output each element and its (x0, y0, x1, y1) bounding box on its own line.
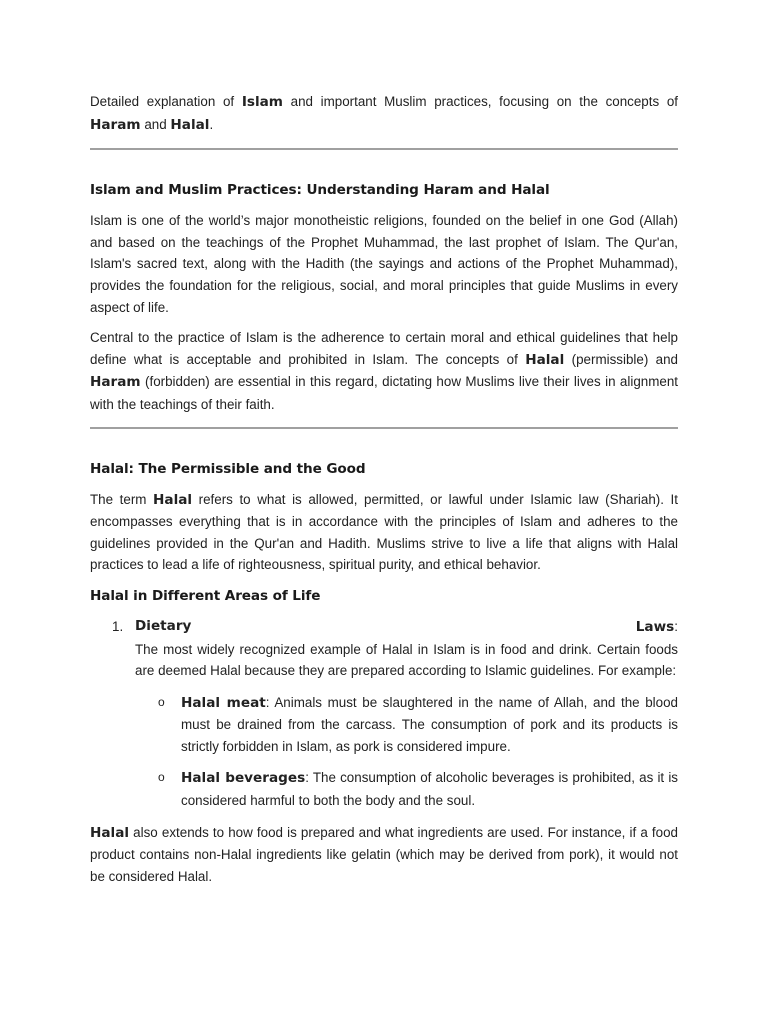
bullet-item (90, 767, 678, 811)
section-3-heading: Halal in Different Areas of Life (90, 587, 321, 604)
list-item-heading-colon: : (674, 618, 678, 634)
closing-bold-halal: Halal (90, 824, 130, 841)
section-1-paragraph-2 (90, 327, 678, 415)
list-number: 1. (112, 618, 124, 634)
s1p2-text-3: (forbidden) are essential in this regard, dictating how Muslims live their lives in alignment with the teachings of their faith. (90, 374, 678, 412)
bullet-text: : Animals must be slaughtered in the name of Allah, and the blood must be drained from the carcass. The consumption of pork and its products is strictly forbidden in Islam, as pork is considered impure. (181, 694, 678, 754)
s1p2-bold-haram: Haram (90, 374, 141, 391)
s2p1-bold-halal: Halal (153, 491, 193, 508)
section-2-paragraph-1 (90, 489, 678, 576)
intro-bold-islam: Islam (241, 94, 283, 110)
intro-text-4: . (209, 116, 214, 132)
document-body (90, 91, 678, 887)
bullet-marker: o (158, 770, 165, 785)
bullet-text: : The consumption of alcoholic beverages is prohibited, as it is considered harmful to both the body and the soul. (181, 770, 678, 809)
numbered-list-item (90, 616, 678, 682)
section-divider-2 (90, 427, 678, 429)
list-item-heading-left: Dietary (135, 617, 192, 634)
section-1-paragraph-1: Islam is one of the world’s major monotheistic religions, founded on the belief in one God (Allah) and based on the teachings of the Prophet Muhammad, the last prophet of Islam. The Qur'an, Islam's sacred text, along with the Hadith (the sayings and actions of the Prophet Muhammad), provides the foundation for the religious, social, and moral principles that guide Muslims in every aspect of life. (90, 213, 678, 315)
list-item-text: The most widely recognized example of Halal in Islam is in food and drink. Certain foods are deemed Halal because they are prepared according to Islamic guidelines. For example: (135, 641, 678, 679)
s1p2-bold-halal: Halal (525, 351, 565, 368)
intro-bold-haram: Haram (90, 116, 141, 133)
intro-text-1: Detailed explanation of (90, 94, 242, 109)
list-item-heading-right: Laws (635, 618, 675, 635)
closing-paragraph (90, 822, 678, 888)
bullet-marker: o (158, 694, 165, 709)
s2p1-text-1: The term (90, 491, 154, 507)
bullet-item (90, 692, 678, 758)
list-item-heading-right-group (636, 616, 678, 639)
section-2-heading: Halal: The Permissible and the Good (90, 460, 366, 477)
s1p2-text-1: Central to the practice of Islam is the adherence to certain moral and ethical guidelines that help define what is acceptable and prohibited in Islam. The concepts of (90, 330, 678, 367)
bullet-bold-label: Halal meat (181, 694, 266, 711)
intro-text-2: and important Muslim practices, focusing on the concepts of (282, 94, 678, 109)
intro-text-3: and (140, 116, 171, 132)
intro-bold-halal: Halal (170, 116, 210, 133)
bullet-bold-label: Halal beverages (181, 770, 306, 787)
intro-paragraph (90, 91, 678, 136)
closing-text: also extends to how food is prepared and what ingredients are used. For instance, if a food product contains non-Halal ingredients like gelatin (which may be derived from pork), it would not be considered Halal. (90, 824, 678, 884)
bullet-list (90, 692, 678, 812)
list-item-heading (135, 616, 678, 639)
section-divider-1 (90, 148, 678, 150)
section-1-heading: Islam and Muslim Practices: Understanding Haram and Halal (90, 182, 550, 199)
s1p2-text-2: (permissible) and (564, 351, 678, 367)
s2p1-text-2: refers to what is allowed, permitted, or lawful under Islamic law (Shariah). It encompasses everything that is in accordance with the principles of Islam and adheres to the guidelines provided in the Qur'an and Hadith. Muslims strive to live a life that aligns with Halal practices to lead a life of righteousness, spiritual purity, and ethical behavior. (90, 491, 678, 573)
